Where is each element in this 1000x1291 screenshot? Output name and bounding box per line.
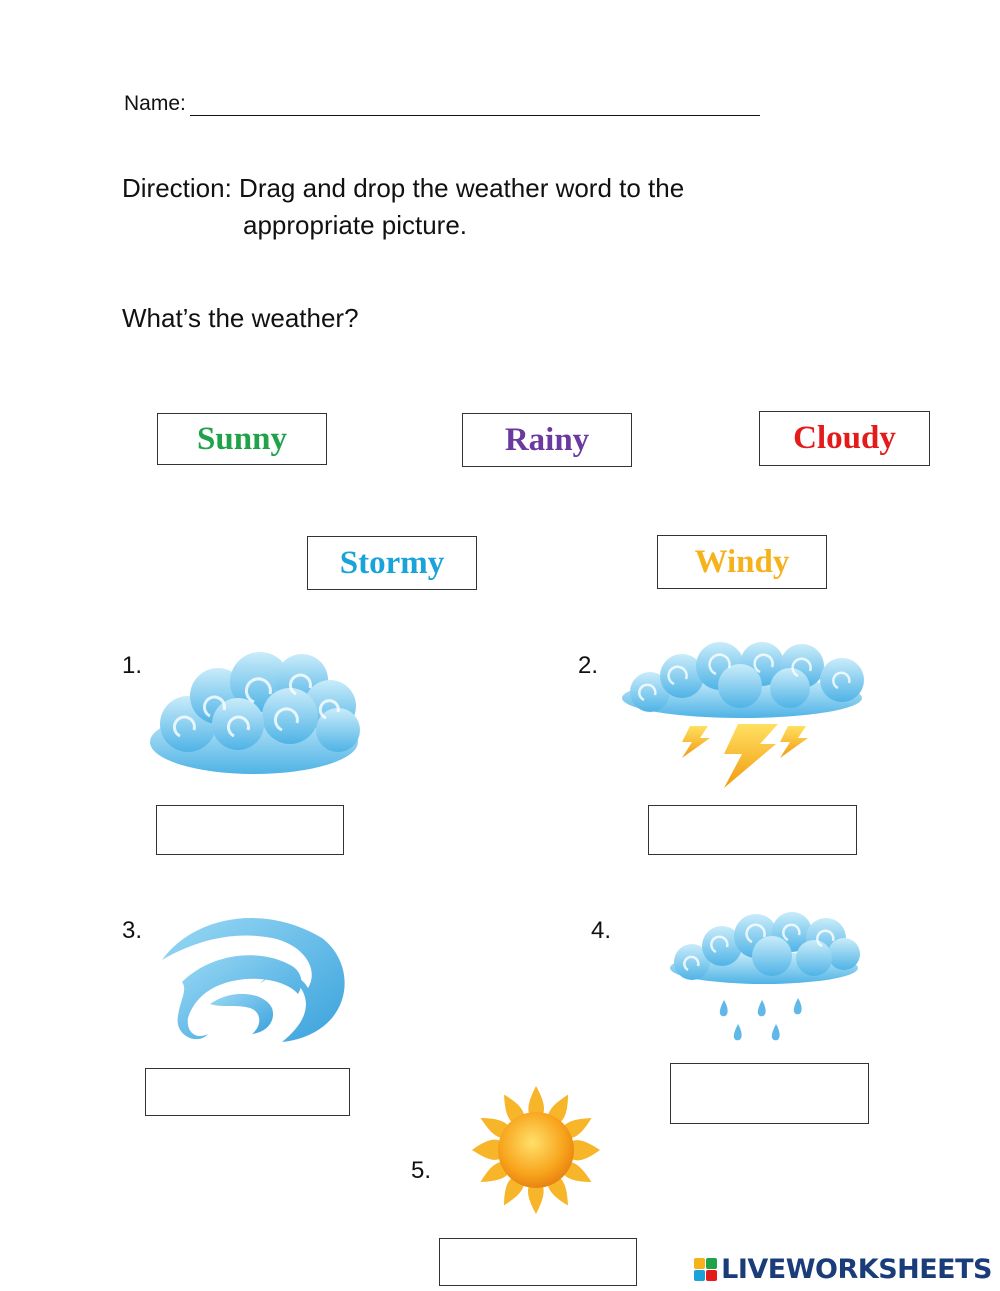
direction-text <box>122 170 684 244</box>
sun-icon <box>448 1083 624 1217</box>
answer-box-4[interactable] <box>670 1063 869 1124</box>
liveworksheets-logo[interactable] <box>694 1254 992 1285</box>
wind-icon <box>152 908 352 1048</box>
name-line <box>190 95 760 116</box>
word-stormy[interactable]: Stormy <box>307 536 477 590</box>
direction-line-2: appropriate picture. <box>243 210 468 240</box>
name-row <box>124 92 760 116</box>
item-number-2: 2. <box>578 652 599 679</box>
answer-box-3[interactable] <box>145 1068 350 1116</box>
word-windy[interactable]: Windy <box>657 535 827 589</box>
question-text: What’s the weather? <box>122 303 359 333</box>
storm-cloud-icon <box>620 640 868 792</box>
name-label: Name: <box>124 92 186 115</box>
item-number-5: 5. <box>411 1157 432 1184</box>
brand-text: LIVEWORKSHEETS <box>721 1254 992 1285</box>
direction-line-1: Direction: Drag and drop the weather word to the <box>122 173 685 203</box>
answer-box-5[interactable] <box>439 1238 637 1286</box>
answer-box-2[interactable] <box>648 805 857 855</box>
word-sunny[interactable]: Sunny <box>157 413 327 465</box>
item-number-3: 3. <box>122 917 143 944</box>
rain-cloud-icon <box>668 910 864 1048</box>
item-number-1: 1. <box>122 652 143 679</box>
word-rainy[interactable]: Rainy <box>462 413 632 467</box>
word-cloudy[interactable]: Cloudy <box>759 411 930 466</box>
brand-grid-icon <box>694 1258 717 1281</box>
cloud-icon <box>148 644 360 776</box>
item-number-4: 4. <box>591 917 612 944</box>
answer-box-1[interactable] <box>156 805 344 855</box>
